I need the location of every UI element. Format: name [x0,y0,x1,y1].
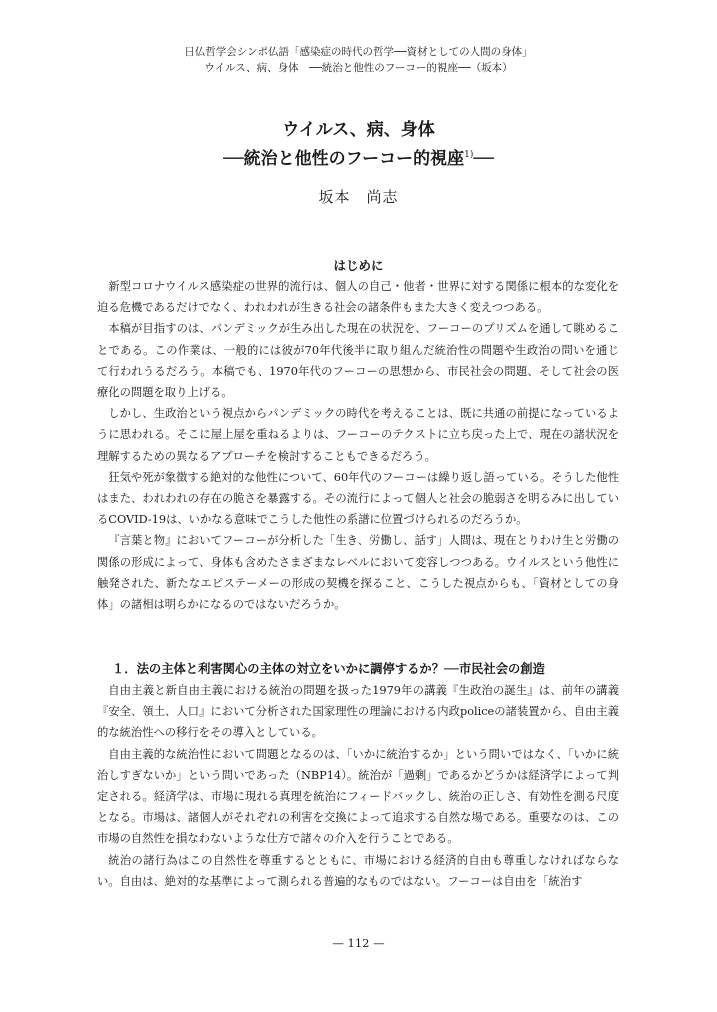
intro-paragraph-1: 新型コロナウイルス感染症の世界的流行は、個人の自己・他者・世界に対する関係に根本的な変化を迫る危機であるだけでなく、われわれが生きる社会の諸条件もまた大きく変えつつある。 [97,280,619,315]
section-1-body [97,680,619,892]
section-1-heading: １．法の主体と利害関心の主体の対立をいかに調停するか？──市民社会の創造 [112,662,545,676]
section-1-paragraph-2: 自由主義的な統治性において問題となるのは、「いかに統治するか」という問いではなく、「いかに統治しすぎないか」という問いであった（NBP14）。統治が「過剰」であるかどうかは経済学によって判定される。経済学は、市場に現れる真理を統治にフィードバックし、統治の正しさ、有効性を測る尺度となる。市場は、諸個人がそれぞれの利害を交換によって追求する自然な場である。重要なのは、この市場の自然性を損なわないような仕方で諸々の介入を行うことである。 [97,747,619,846]
intro-paragraph-4: 狂気や死が象徴する絶対的な他性について、60年代のフーコーは繰り返し語っている。そうした他性はまた、われわれの存在の脆さを暴露する。その流行によって個人と社会の脆弱さを明るみに出しているCOVID-19は、いかなる意味でこうした他性の系譜に位置づけられるのだろうか。 [97,470,619,527]
intro-body [97,276,619,615]
title-block [0,118,717,172]
intro-paragraph-2: 本稿が目指すのは、パンデミックが生み出した現在の状況を、フーコーのプリズムを通して眺めることである。この作業は、一般的には彼が70年代後半に取り組んだ統治性の問題や生政治の問いを通じて行われうるだろう。本稿でも、1970年代のフーコーの思想から、市民社会の問題、そして社会の医療化の問題を取り上げる。 [97,322,619,400]
author-name: 坂本 尚志 [318,188,399,206]
intro-paragraph-3: しかし、生政治という視点からパンデミックの時代を考えることは、既に共通の前提になっているように思われる。そこに屋上屋を重ねるよりは、フーコーのテクストに立ち戻った上で、現在の諸状況を理解するための異なるアプローチを検討することもできるだろう。 [97,407,619,463]
page-number: — 112 — [332,936,385,950]
section-1-paragraph-1: 自由主義と新自由主義における統治の問題を扱った1979年の講義『生政治の誕生』は、前年の講義『安全、領土、人口』において分析された国家理性の理論における内政policeの諸装置から、自由主義的な統治性への移行をその導入としている。 [97,684,619,740]
subtitle-text: ──統治と他性のフーコー的視座 [223,149,465,169]
running-header-line-1: 日仏哲学会シンポ仏語「感染症の時代の哲学──資材としての人間の身体」 [184,46,533,58]
running-header [0,44,717,76]
subtitle-dash: ── [473,149,494,169]
article-title: ウイルス、病、身体 [282,120,435,140]
intro-paragraph-5: 『言葉と物』においてフーコーが分析した「生き、労働し、話す」人間は、現在とりわけ生と労働の関係の形成によって、身体も含めたさまざまなレベルにおいて変容しつつある。ウイルスという他性に触発された、新たなエピステーメーの形成の契機を探ること、こうした視点からも、「資材としての身体」の諸相は明らかになるのではないだろうか。 [97,534,619,612]
article-subtitle [0,142,717,172]
section-1-paragraph-3: 統治の諸行為はこの自然性を尊重するとともに、市場における経済的自由も尊重しなければならない。自由は、絶対的な基準によって測られる普遍的なものではない。フーコーは自由を「統治す [97,853,619,888]
footnote-marker: 1) [464,150,474,160]
running-header-line-2: ウイルス、病、身体 ──統治と他性のフーコー的視座──（坂本） [204,62,513,74]
intro-heading: はじめに [333,258,384,273]
